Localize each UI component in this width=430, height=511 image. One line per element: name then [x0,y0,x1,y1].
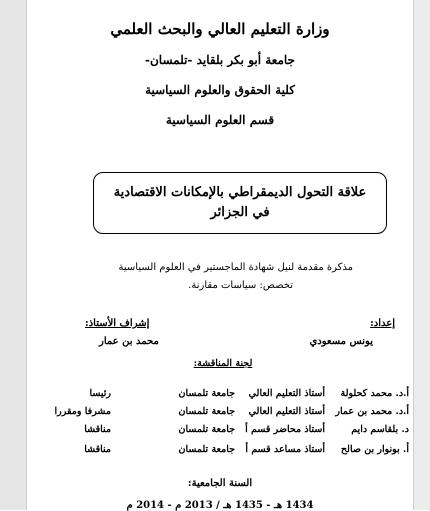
jury-member-university: جامعة تلمسان [178,406,235,417]
academic-years: 1434 هـ - 1435 هـ / 2013 م - 2014 م [126,500,314,511]
jury-member-university: جامعة تلمسان [178,424,235,435]
jury-row [27,388,413,404]
academic-year-label: السنة الجامعية: [187,478,253,489]
jury-member-name: أ.د. محمد كحلولة [340,388,409,399]
prepared-by-label: إعداد: [370,318,395,329]
jury-row [27,444,413,460]
jury-row [27,406,413,422]
jury-member-role: رئيسا [89,388,111,399]
jury-member-role: مناقشا [84,444,111,455]
jury-member-name: أ.د. محمد بن عمار [335,406,409,417]
viewer-scrollbar-track[interactable] [412,0,430,510]
ministry-heading: وزارة التعليم العالي والبحث العلمي [110,20,330,38]
supervisor-label: إشراف الأستاذ: [85,318,150,329]
jury-member-name: أ. بونوار بن صالح [340,444,409,455]
jury-member-university: جامعة تلمسان [178,444,235,455]
document-page [26,0,414,510]
thesis-specialty: تخصص: سياسات مقارنة. [188,280,293,291]
faculty-heading: كلية الحقوق والعلوم السياسية [145,83,295,97]
supervisor-name: محمد بن عمار [99,336,159,347]
jury-member-role: مناقشا [84,424,111,435]
jury-member-university: جامعة تلمسان [178,388,235,399]
thesis-title-line1: علاقة التحول الديمقراطي بالإمكانات الاقتصادية [113,185,367,200]
jury-member-rank: أستاذ محاضر قسم أ [245,424,325,435]
jury-member-role: مشرفا ومقررا [54,406,111,417]
university-heading: جامعة أبو بكر بلقايد -تلمسان- [145,53,295,67]
thesis-title-box [93,172,387,234]
jury-member-rank: أستاذ مساعد قسم أ [245,444,325,455]
viewer-margin-left [0,0,26,510]
jury-member-rank: أستاذ التعليم العالي [248,388,325,399]
author-name: يونس مسعودي [309,336,373,347]
thesis-purpose: مذكرة مقدمة لنيل شهادة الماجستير في العلوم السياسية [118,262,353,273]
thesis-title-line2: في الجزائر [210,205,270,220]
jury-label: لجنة المناقشة: [193,358,253,369]
department-heading: قسم العلوم السياسية [165,113,275,127]
jury-row [27,424,413,440]
jury-member-name: د. بلقاسم دايم [351,424,409,435]
jury-member-rank: أستاذ التعليم العالي [248,406,325,417]
